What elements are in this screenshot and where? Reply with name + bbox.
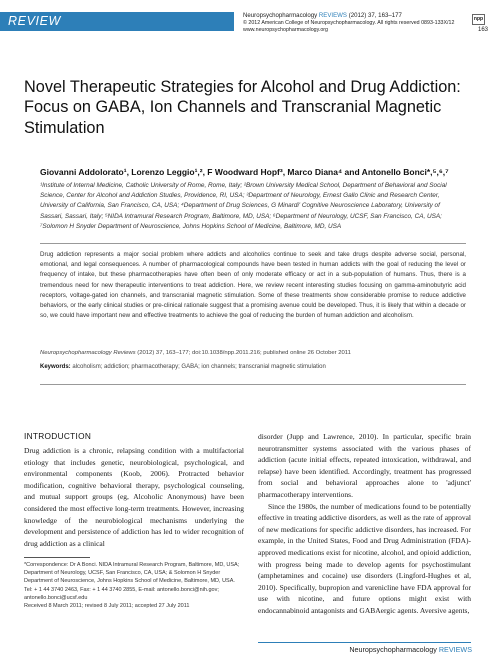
right-paragraph-2: Since the 1980s, the number of medications found to be potentially effective in treating addictive disorders, as well as the rate of approval of new medications for specific addictive disorders, has increased. For example, in the United States, Food and Drug Administration (FDA)-approved medications exist for nicotine, alcohol, and opioid addiction, with progress being made to develop agents for psychostimulant (amphetamines and cocaine) use disorders (Lingford-Hughes et al, 2010). Specifically, bupropion and varenicline have FDA approval for use with nicotine, and future options might exist with endocannabinoid antagonists and GABAergic agents. Aversive agents,: [258, 501, 471, 615]
keywords-label: Keywords:: [40, 364, 71, 370]
journal-reviews: REVIEWS: [318, 12, 347, 19]
journal-header: [243, 12, 488, 35]
citation-line: [40, 350, 466, 356]
copyright-line: © 2012 American College of Neuropsychopharmacology. All rights reserved 0893-133X/12: [243, 19, 455, 26]
section-heading-introduction: INTRODUCTION: [24, 431, 92, 441]
correspondence-note: *Correspondence: Dr A Bonci. NIDA Intramural Research Program, Baltimore, MD, USA; Department of Neurology, UCSF, San Francisco, CA, USA; & Solomon H Snyder Department of Neuroscience, Johns Hopkins School of Medicine, Baltimore, MD, USA. Tel: + 1 44 3740 2463, Fax: + 1 44 3740 2855, E-mail: antonello.bonci@nih.gov; antonello.bonci@ucsf.edu: [24, 562, 240, 601]
footnote: [24, 561, 244, 610]
article-title: Novel Therapeutic Strategies for Alcohol and Drug Addiction: Focus on GABA, Ion Channels and Transcranial Magnetic Stimulation: [24, 78, 461, 137]
journal-logo: npp: [472, 14, 485, 25]
journal-url[interactable]: www.neuropsychopharmacology.org: [243, 27, 328, 34]
divider: [40, 243, 466, 244]
keywords-list: alcoholism; addiction; pharmacotherapy; GABA; ion channels; transcranial magnetic stimulation: [72, 364, 326, 370]
citation-details[interactable]: (2012) 37, 163–177; doi:10.1038/npp.2011.216; published online 26 October 2011: [137, 350, 351, 356]
footer-reviews: REVIEWS: [438, 645, 472, 654]
footer-journal: [349, 645, 472, 654]
left-column-text: Drug addiction is a chronic, relapsing condition with a multifactorial etiology that includes genetic, neurobiological, psychological, and environmental components (Koob, 2006). Protracted behavior modification, cognitive behavioral therapy, psychological counseling, and mutual support groups (eg, Alcoholic Anonymous) have been considered the most effective long-term treatments. However, increasing knowledge of the neurobiological mechanisms underlying the development and persistence of addiction has led to wider recognition of drug addiction as a clinical: [24, 446, 244, 548]
page-number: 163: [477, 27, 488, 34]
citation-journal: Neuropsychopharmacology Reviews: [40, 350, 136, 356]
footer-divider: [258, 642, 471, 643]
affiliations: ¹Institute of Internal Medicine, Catholic University of Rome, Rome, Italy; ²Brown University Medical School, Department of Behavioral and Social Science, Center for Alcohol and Addiction Studies, Providence, RI, USA; ³Department of Neurology, Ernest Gallo Clinic and Research Center, University of California, San Francisco, CA, USA; ⁴Department of Drug Sciences, G Minardi' Cognitive Neuroscience Laboratory, University of Sassari, Sassari, Italy; ⁵NIDA Intramural Research Program, Baltimore, MD, USA; ⁶Department of Neurology, UCSF, San Francisco, CA, USA; ⁷Solomon H Snyder Department of Neuroscience, Johns Hopkins School of Medicine, Baltimore, MD, USA: [40, 182, 447, 230]
footer-journal-name: Neuropsychopharmacology: [349, 645, 437, 654]
right-paragraph-1: disorder (Jupp and Lawrence, 2010). In particular, specific brain neurotransmitter systems associated with the various phases of addiction (acute initial effects, repeated intoxication, withdrawal, and relapse) have been identified. Accordingly, treatment has progressed from social and behavioral approaches alone to 'adjunct' pharmacotherapy interventions.: [258, 432, 471, 499]
journal-title-line: [243, 12, 488, 20]
journal-citation: (2012) 37, 163–177: [348, 12, 402, 19]
footnote-divider: [24, 557, 90, 558]
keywords: [40, 364, 466, 370]
divider: [40, 384, 466, 385]
abstract: Drug addiction represents a major social problem where addicts and alcoholics continue to seek and take drugs despite adverse social, personal, emotional, and legal consequences. A number of pharmacological compounds have been tested in human addicts with the goal of reducing the level or frequency of intake, but these pharmacotherapies have often been of only moderate efficacy or act in a sub-population of humans. Thus, there is a tremendous need for new therapeutic interventions to treat addiction. Here, we review recent interesting studies focusing on gamma-aminobutyric acid receptors, voltage-gated ion channels, and transcranial magnetic stimulation. Some of these treatments show considerable promise to reduce addictive behaviors, or the early clinical studies or pre-clinical rationale suggest that a promising avenue could be developed. Thus, it is likely that within a decade or so, we could have important new and effective treatments to achieve the goal of reducing the burden of human addiction and alcoholism.: [40, 251, 466, 320]
section-label: REVIEW: [0, 12, 234, 31]
received-dates: Received 8 March 2011; revised 8 July 2011; accepted 27 July 2011: [24, 603, 190, 610]
author-list: Giovanni Addolorato¹, Lorenzo Leggio¹,², F Woodward Hopf³, Marco Diana⁴ and Antonello Bonci*,⁵,⁶,⁷: [40, 167, 449, 177]
right-column: [258, 431, 471, 617]
journal-name: Neuropsychopharmacology: [243, 12, 318, 19]
